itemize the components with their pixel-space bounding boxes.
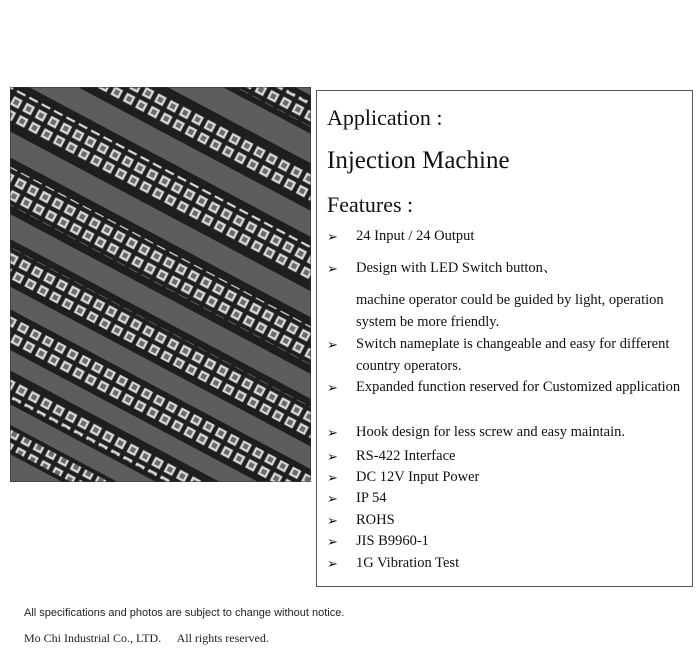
arrow-bullet-icon: ➢ (327, 229, 338, 244)
application-heading: Application : (327, 105, 443, 130)
arrow-bullet-icon: ➢ (327, 513, 338, 528)
product-photo (10, 87, 311, 482)
rights-text: All rights reserved. (176, 631, 269, 645)
arrow-bullet-icon: ➢ (327, 380, 338, 395)
arrow-bullet-icon: ➢ (327, 534, 338, 549)
arrow-bullet-icon: ➢ (327, 470, 338, 485)
arrow-bullet-icon: ➢ (327, 449, 338, 464)
arrow-bullet-icon: ➢ (327, 337, 338, 352)
arrow-bullet-icon: ➢ (327, 261, 338, 276)
machine-title: Injection Machine (327, 147, 510, 174)
disclaimer-text: All specifications and photos are subject to change without notice. (24, 607, 345, 619)
arrow-bullet-icon: ➢ (327, 556, 338, 571)
arrow-bullet-icon: ➢ (327, 491, 338, 506)
copyright-line (24, 631, 269, 646)
arrow-bullet-icon: ➢ (327, 425, 338, 440)
spec-panel: Application : Injection Machine Features : ➢ 24 Input / 24 Output ➢ Design with LED Switch button、 machine operator could be guided by light, operation system be more friendly. ➢ Switch nameplate is changeable and easy for different country operators. ➢ Expanded function reserved for Customized application ➢ Hook design for less screw and easy maintain. ➢ RS-422 Interface ➢ DC 12V Input Power ➢ IP 54 ➢ ROHS ➢ JIS B9960-1 ➢ 1G Vibration Test (316, 90, 693, 587)
features-heading: Features : (327, 192, 414, 217)
company-name: Mo Chi Industrial Co., LTD. (24, 631, 162, 645)
feature-continuation: machine operator could be guided by light, operation system be more friendly. (356, 292, 664, 330)
